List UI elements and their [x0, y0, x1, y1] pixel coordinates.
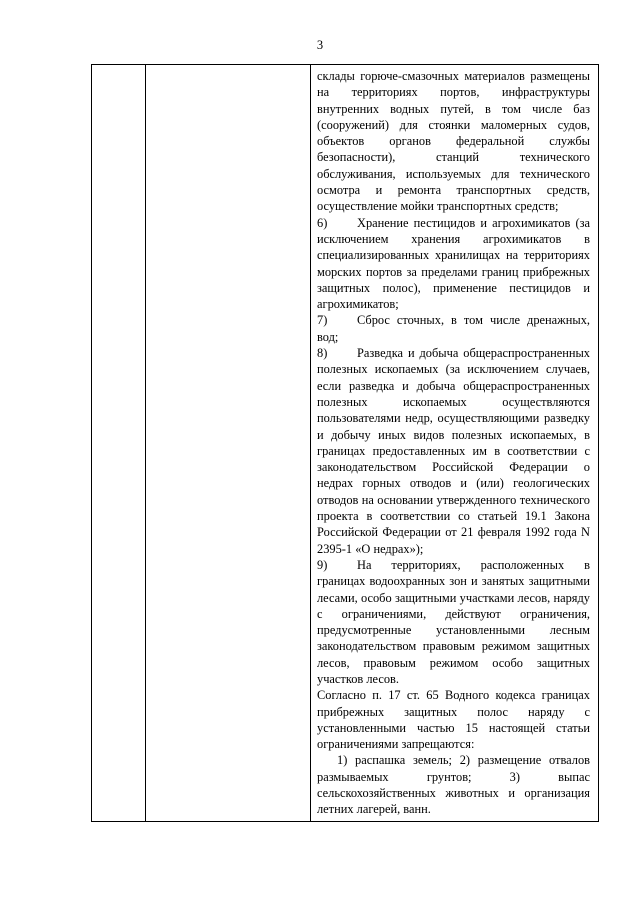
paragraph: [317, 557, 590, 687]
paragraph-text: Согласно п. 17 ст. 65 Водного кодекса границах прибрежных защитных полос наряду с установленными частью 15 настоящей статьи ограничениями запрещаются:: [317, 688, 590, 752]
paragraph-text: На территориях, расположенных в границах водоохранных зон и занятых защитными лесами, особо защитными участками лесов, наряду с ограничениями, действуют ограничения, предусмотренные установленными лесным законодательством правовым режимом защитных лесов, правовым режимом особо защитных участков лесов.: [317, 557, 590, 686]
list-number: 8): [317, 346, 328, 361]
table-cell-content: [311, 65, 599, 822]
paragraph: [317, 312, 590, 345]
paragraph-text: склады горюче-смазочных материалов размещены на территориях портов, инфраструктуры внутренних водных путей, в том числе баз (сооружений) для стоянки маломерных судов, объектов органов федеральной службы безопасности), станций технического обслуживания, используемых для технического осмотра и ремонта транспортных средств, осуществление мойки транспортных средств;: [317, 69, 590, 214]
paragraph: [317, 215, 590, 313]
paragraph-text: Сброс сточных, в том числе дренажных, вод;: [317, 313, 590, 344]
content-text: [311, 65, 598, 821]
paragraph: [317, 345, 590, 557]
table-cell-number: [92, 65, 146, 822]
list-number: 6): [317, 215, 328, 230]
list-number: 9): [317, 557, 328, 572]
document-table: [91, 64, 599, 822]
paragraph-text: Разведка и добыча общераспространенных полезных ископаемых (за исключением случаев, если разведка и добыча общераспространенных полезных ископаемых осуществляются пользователями недр, осуществляющими разведку и добычу иных видов полезных ископаемых, в границах предоставленных им в соответствии с законодательством Российской Федерации о недрах горных отводов и (или) геологических отводов на основании утвержденного технического проекта в соответствии со статьей 19.1 Закона Российской Федерации от 21 февраля 1992 года N 2395-1 «О недрах»);: [317, 346, 590, 556]
paragraph-text: 1) распашка земель; 2) размещение отвалов размываемых грунтов; 3) выпас сельскохозяйственных животных и организация летних лагерей, ванн.: [317, 753, 590, 817]
paragraph-text: Хранение пестицидов и агрохимикатов (за исключением хранения агрохимикатов в специализированных хранилищах на территориях морских портов за пределами границ прибрежных защитных полос), применение пестицидов и агрохимикатов;: [317, 215, 590, 312]
list-number: 7): [317, 313, 328, 328]
paragraph: [317, 68, 590, 215]
table-row: [92, 65, 599, 822]
paragraph: [317, 752, 590, 817]
table-cell-name: [146, 65, 311, 822]
paragraph: [317, 687, 590, 752]
page-number: 3: [316, 38, 324, 52]
